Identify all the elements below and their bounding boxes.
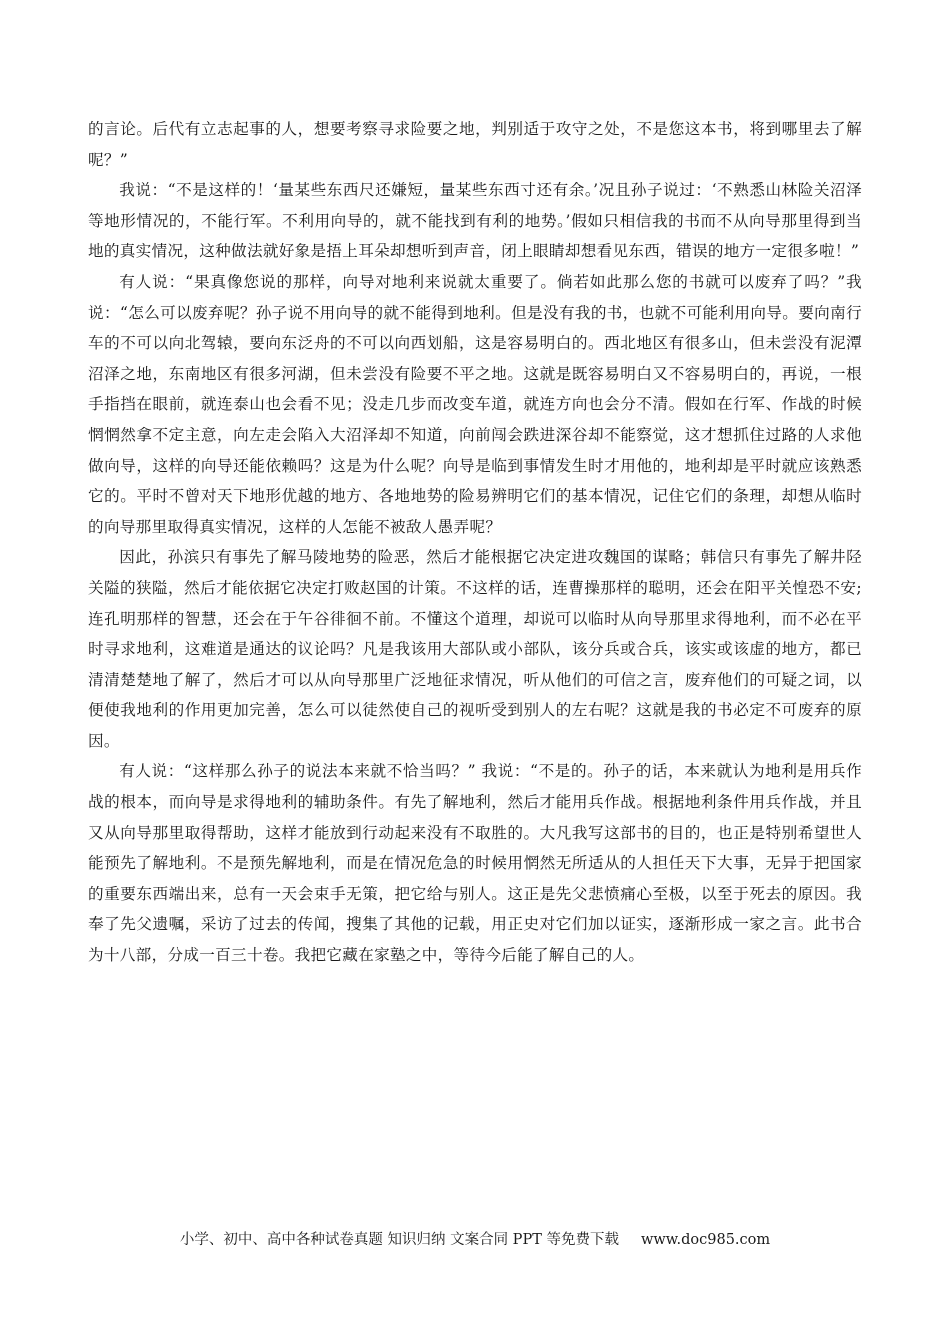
footer-text: 小学、初中、高中各种试卷真题 知识归纳 文案合同 PPT 等免费下载 xyxy=(179,1232,619,1248)
paragraph: 有人说：“果真像您说的那样，向导对地利来说就太重要了。倘若如此那么您的书就可以废弃了吗？”我说：“怎么可以废弃呢？孙子说不用向导的就不能得到地利。但是没有我的书，也就不可能利用向导。要向南行车的不可以向北驾辕，要向东泛舟的不可以向西划船，这是容易明白的。西北地区有很多山，但未尝没有泥潭沼泽之地，东南地区有很多河湖，但未尝没有险要不平之地。这就是既容易明白又不容易明白的，再说，一根手指挡在眼前，就连泰山也会看不见；没走几步而改变车道，就连方向也会分不清。假如在行军、作战的时候惘惘然拿不定主意，向左走会陷入大沼泽却不知道，向前闯会跌进深谷却不能察觉，这才想抓住过路的人求他做向导，这样的向导还能依赖吗？这是为什么呢？向导是临到事情发生时才用他的，地利却是平时就应该熟悉它的。平时不曾对天下地形优越的地方、各地地势的险易辨明它们的基本情况，记住它们的条理，却想从临时的向导那里取得真实情况，这样的人怎能不被敌人愚弄呢？ xyxy=(88,272,862,536)
paragraph: 的言论。后代有立志起事的人，想要考察寻求险要之地，判别适于攻守之处，不是您这本书，将到哪里去了解呢？” xyxy=(88,120,862,169)
document-body xyxy=(88,114,862,971)
paragraph: 有人说：“这样那么孙子的说法本来就不恰当吗？” 我说：“不是的。孙子的话，本来就认为地利是用兵作战的根本，而向导是求得地利的辅助条件。有先了解地利，然后才能用兵作战。根据地利条件用兵作战，并且又从向导那里取得帮助，这样才能放到行动起来没有不取胜的。大凡我写这部书的目的，也正是特别希望世人能预先了解地利。不是预先解地利，而是在情况危急的时候用惘然无所适从的人担任天下大事，无异于把国家的重要东西端出来，总有一天会束手无策，把它给与别人。这正是先父悲愤痛心至极，以至于死去的原因。我奉了先父遗嘱，采访了过去的传闻，搜集了其他的记载，用正史对它们加以证实，逐渐形成一家之言。此书合为十八部，分成一百三十卷。我把它藏在家塾之中，等待今后能了解自己的人。 xyxy=(88,762,862,965)
footer-url[interactable]: www.doc985.com xyxy=(640,1232,771,1248)
page-footer xyxy=(0,1228,950,1252)
paragraph: 我说：“不是这样的！‘量某些东西尺还嫌短，量某些东西寸还有余。’况且孙子说过：‘不熟悉山林险关沼泽等地形情况的，不能行军。不利用向导的，就不能找到有利的地势。’假如只相信我的书而不从向导那里得到当地的真实情况，这种做法就好象是捂上耳朵却想听到声音，闭上眼睛却想看见东西，错误的地方一定很多啦！” xyxy=(88,181,862,261)
paragraph: 因此，孙滨只有事先了解马陵地势的险恶，然后才能根据它决定进攻魏国的谋略；韩信只有事先了解井陉关隘的狭隘，然后才能依据它决定打败赵国的计策。不这样的话，连曹操那样的聪明，还会在阳平关惶恐不安;连孔明那样的智慧，还会在于午谷徘徊不前。不懂这个道理，却说可以临时从向导那里求得地利，而不必在平时寻求地利，这难道是通达的议论吗？凡是我该用大部队或小部队，该分兵或合兵，该实或该虚的地方，都已清清楚楚地了解了，然后才可以从向导那里广泛地征求情况，听从他们的可信之言，废弃他们的可疑之词，以便使我地利的作用更加完善，怎么可以徒然使自己的视听受到别人的左右呢？这就是我的书必定不可废弃的原因。 xyxy=(88,548,862,750)
